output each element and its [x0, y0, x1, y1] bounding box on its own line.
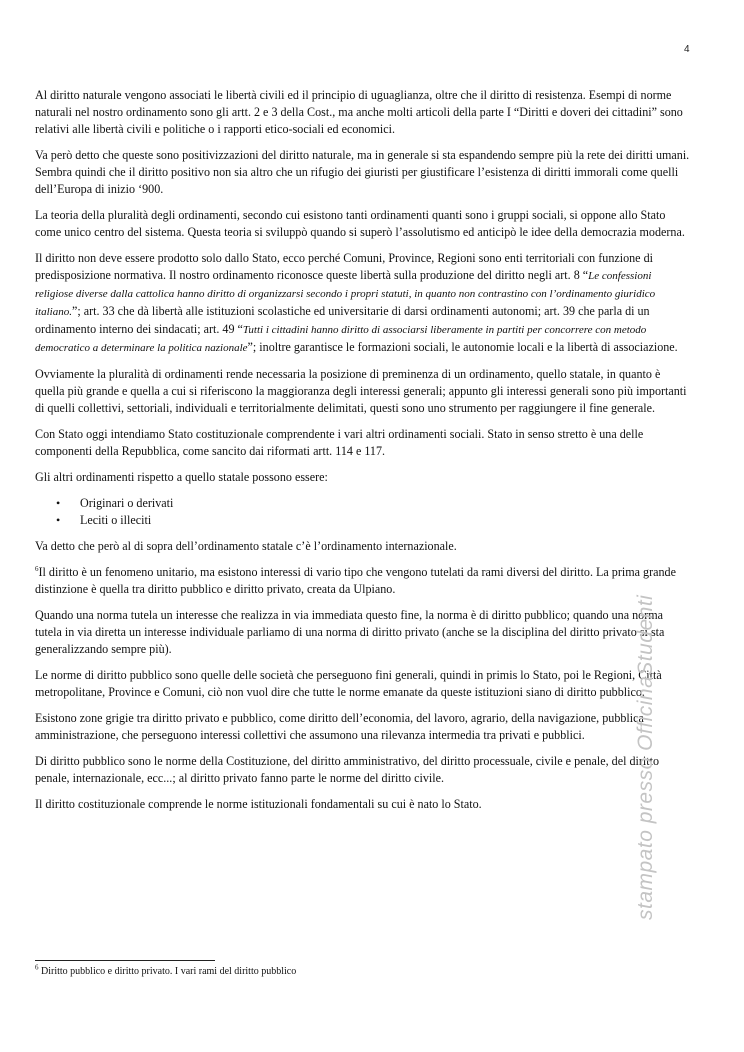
text-run: ”; inoltre garantisce le formazioni sociali, le autonomie locali e la libertà di associazione. [247, 340, 678, 354]
paragraph-grey-zones: Esistono zone grigie tra diritto privato e pubblico, come diritto dell’economia, del lavoro, agrario, della navigazione, pubblica amministrazione, che perseguono interessi collettivi che assumono una rilevanza intermedia tra privati e pubblici. [35, 711, 644, 742]
paragraph-public-law-branches: Di diritto pubblico sono le norme della Costituzione, del diritto amministrativo, del diritto processuale, civile e penale, del diritto penale, internazionale, ecc...; al diritto privato fanno parte le norme del diritto civile. [35, 754, 660, 785]
page-number: 4 [684, 44, 690, 55]
footnote-text: Diritto pubblico e diritto privato. I vari rami del diritto pubblico [41, 966, 297, 977]
quote-art-49: Tutti i cittadini hanno diritto di associarsi liberamente in partiti per concorrere con metodo democratico a determinare la politica nazionale [35, 324, 647, 354]
text-run: Il diritto non deve essere prodotto solo dallo Stato, ecco perché Comuni, Province, Regioni sono enti territoriali con funzione di predisposizione normativa. Il nostro ordinamento riconosce queste libertà sulla produzione del diritto negli art. 8 “ [35, 251, 653, 282]
quote-art-8: Le confessioni religiose diverse dalla cattolica hanno diritto di organizzarsi secondo i propri statuti, in quanto non contrastino con l’ordinamento giuridico italiano. [35, 270, 656, 318]
paragraph-international-order: Va detto che però al di sopra dell’ordinamento statale c’è l’ordinamento internazionale. [35, 539, 457, 553]
text-run: ”; art. 33 che dà libertà alle istituzioni scolastiche ed universitarie di darsi ordinamenti autonomi; art. 39 che parla di un ordinamento interno dei sindacati; art. 49 “ [35, 304, 650, 336]
list-item: • Leciti o illeciti [80, 512, 690, 529]
text-run: Il diritto è un fenomeno unitario, ma esistono interessi di vario tipo che vengono tutelati da rami diversi del diritto. La prima grande distinzione è quella tra diritto pubblico e diritto privato, creata da Ulpiano. [35, 565, 676, 596]
list-item: • Originari o derivati [80, 495, 690, 512]
footnote [35, 963, 297, 977]
footnote-divider [35, 960, 215, 961]
footnote-marker: 6 [35, 963, 39, 972]
paragraph-public-private: Quando una norma tutela un interesse che realizza in via immediata questo fine, la norma è di diritto pubblico; quando una norma tutela in via diretta un interesse individuale parliamo di una norma di diritto privato (anche se la disciplina del diritto privato si sta generalizzando sempre più). [35, 608, 665, 656]
paragraph-constitutional-state: Con Stato oggi intendiamo Stato costituzionale comprendente i vari altri ordinamenti sociali. Stato in senso stretto è una delle componenti della Repubblica, come sancito dai riformati artt. 114 e 117. [35, 427, 644, 458]
paragraph-unitary-law [35, 564, 690, 598]
paragraph-other-orders: Gli altri ordinamenti rispetto a quello statale possono essere: [35, 470, 328, 484]
paragraph-law-production [35, 250, 690, 357]
paragraph-plurality-theory: La teoria della pluralità degli ordinamenti, secondo cui esistono tanti ordinamenti quanti sono i gruppi sociali, si oppone allo Stato come unico centro del sistema. Questa teoria si sviluppò quando si superò l’assolutismo ed anticipò le idee della democrazia moderna. [35, 208, 685, 239]
paragraph-preeminence: Ovviamente la pluralità di ordinamenti rende necessaria la posizione di preminenza di un ordinamento, quello statale, in quanto è quella più grande e quella a cui si riferiscono la maggioranza degli interessi generali; appunto gli interessi generali sono più importanti di quelli collettivi, settoriali, individuali e territorialmente delimitati, questi sono uno strumento per raggiungere il fine generale. [35, 367, 687, 415]
paragraph-public-law-norms: Le norme di diritto pubblico sono quelle delle società che perseguono fini generali, quindi in primis lo Stato, poi le Regioni, Città metropolitane, Province e Comuni, ciò non vuol dire che tutte le norme emanate da queste istituzioni siano di diritto pubblico. [35, 668, 662, 699]
watermark: stampato presso OfficinaStudenti [634, 594, 657, 920]
body-text [35, 87, 690, 822]
paragraph-positivization: Va però detto che queste sono positivizzazioni del diritto naturale, ma in generale si sta espandendo sempre più la rete dei diritti umani. Sembra quindi che il diritto positivo non sia altro che un rifugio dei giuristi per giustificare l’esistenza di diritti immorali come quelli dell’Europa di inizio ‘900. [35, 148, 690, 196]
bullet-list [35, 495, 690, 529]
paragraph-natural-law: Al diritto naturale vengono associati le libertà civili ed il principio di uguaglianza, oltre che il diritto di resistenza. Esempi di norme naturali nel nostro ordinamento sono gli artt. 2 e 3 della Cost., ma anche molti articoli della parte I “Diritti e doveri dei cittadini” sono relativi alle libertà civili e politiche o i rapporti etico-sociali ed economici. [35, 88, 683, 136]
footnote-reference[interactable]: 6 [35, 564, 39, 573]
paragraph-constitutional-law: Il diritto costituzionale comprende le norme istituzionali fondamentali su cui è nato lo Stato. [35, 797, 482, 811]
